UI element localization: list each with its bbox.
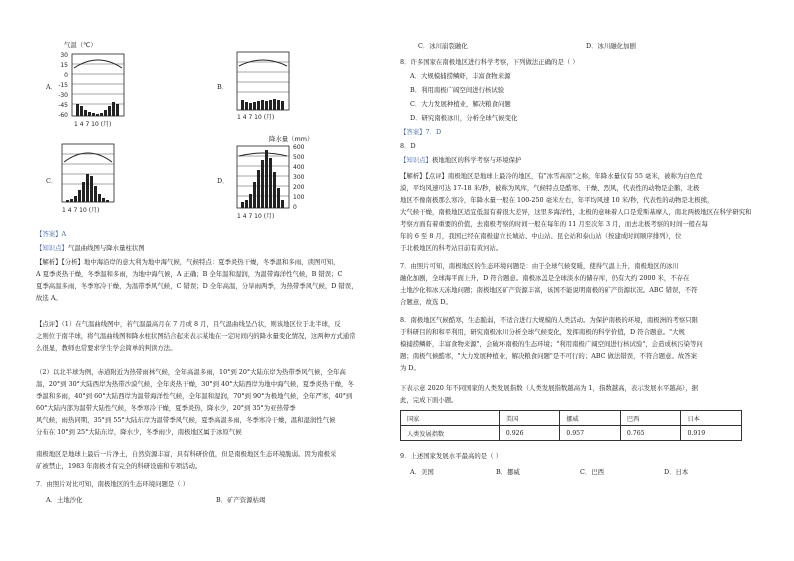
table-header-cell: 巴西 xyxy=(620,411,681,426)
chart-d-ylabel: 降水量（mm） xyxy=(269,135,314,143)
table-header-cell: 挪威 xyxy=(560,411,621,426)
table-header-cell: 国家 xyxy=(401,411,500,426)
knowledge-line xyxy=(400,156,521,164)
knowledge-tag: 【知识点】 xyxy=(400,156,432,164)
q8-option-a[interactable]: A．大规模捕捞鳞虾，丰富食物来源 xyxy=(410,72,511,80)
q8-option-d[interactable]: D．研究南极冰川，分析全球气候变化 xyxy=(410,114,518,122)
knowledge-line xyxy=(36,244,145,252)
chart-d-ytick: 500 xyxy=(293,154,305,161)
answer-label: 【答案】A xyxy=(36,230,67,238)
supplement-line: （2）以北半球为例，赤道附近为热带雨林气候，全年高温多雨，10°到 20°大陆东岸为热带季风气候，全年高 xyxy=(36,368,346,376)
chart-d-ytick: 100 xyxy=(293,194,305,201)
q8-option-c[interactable]: C．大力发展种植业，解决粮食问题 xyxy=(410,100,511,108)
chart-a-ytick: -45 xyxy=(58,102,68,109)
table-cell: 0.957 xyxy=(560,426,621,441)
analysis-line: 故选 A。 xyxy=(36,294,62,302)
q9-option-c[interactable]: C．巴西 xyxy=(580,468,605,476)
question-7: 7．由照片对比可知，南极地区的生态环境问题是（ ） xyxy=(36,480,190,488)
chart-a-label: A． xyxy=(46,83,58,91)
chart-d xyxy=(211,130,346,228)
intro-line: 南极地区是地球上最后一片净土，自然资源丰富，具有科研价值，但是南极地区生态环境脆弱。因为南极采 xyxy=(36,450,337,458)
analysis-line: 年的 6 至 8 月，我国已经在南极建立长城站、中山站、昆仑站和泰山站（按建成时间顺序排列），位 xyxy=(400,232,682,240)
chart-b-label: B． xyxy=(217,83,229,91)
analysis-line: 考察方面有着重要的价值，去南极考察的时间一般在每年的 11 月至次年 3 月，而去北极考察的时间一般在每 xyxy=(400,220,708,228)
analysis-line: 【解析】【分析】地中海沿岸的意大利为地中海气候，气候特点：夏季炎热干燥，冬季温和多雨，读图可知， xyxy=(36,258,340,266)
supplement-line: 分布在 10°到 25°大陆东岸，降水少，冬季雨少，南极地区属于冰原气候 xyxy=(36,428,242,436)
left-column xyxy=(36,0,396,561)
knowledge-text: 气温曲线图与降水量柱状图 xyxy=(67,244,145,252)
hdi-table xyxy=(400,410,742,441)
q7-explain-line: 合题意，故选 D。 xyxy=(400,298,452,306)
chart-a-ylabel: 气温（℃） xyxy=(64,41,97,49)
chart-d-ytick: 300 xyxy=(293,174,305,181)
chart-b-xticks: 1 4 7 10 (月) xyxy=(237,114,275,121)
chart-a-ytick: 0 xyxy=(64,72,68,79)
knowledge-text: 极地地区的科学考察与环境保护 xyxy=(431,156,522,164)
chart-a-ytick: 15 xyxy=(60,62,68,69)
supplement-line: 温，20°到 30°大陆西岸为热带沙漠气候，全年炎热干燥，30°到 40°大陆西岸为地中海气候，夏季炎热干燥，冬 xyxy=(36,380,354,388)
q7-option-b[interactable]: B．矿产资源枯竭 xyxy=(216,496,266,504)
analysis-line: 地区不像南极那么寒冷，年降水量一般在 100-250 毫米左右，年平均风速 10 米/秒，代表性的动物是北极熊， xyxy=(400,196,714,204)
q7-explain-line: 土地沙化和冰天冻地问题；南极地区矿产资源丰富，该国不能说明南极的矿产资源状况。ABC 错误，不符 xyxy=(400,286,698,294)
q8-explain-line: 于科研目的和和平利用，研究南极冰川分析全球气候变化，发挥南极的科学价值，D 符合题意。"大规 xyxy=(400,328,685,336)
chart-a-xticks: 1 4 7 10 (月) xyxy=(74,121,112,128)
intro-line: 矿被禁止，1983 年南极才有完全的科研设施和专项活动。 xyxy=(36,462,202,470)
q7-explain-line: 7．由照片可知，南极地区的生态环境问题是：由于全球气候变暖，使得气温上升，南极地区的冰川 xyxy=(400,262,679,270)
chart-a-ytick: -30 xyxy=(58,92,68,99)
analysis-line: 大气候干燥，南极地区适宜低温有着很大差异，这里多海洋性，北极的意味着人口是爱斯基摩人，南北两极地区在科学研究和 xyxy=(400,208,752,216)
right-column xyxy=(400,0,760,561)
comment-line: 么很显，教师也常要求学生学会简单的判读方法。 xyxy=(36,344,177,352)
q8-explain-line: 模捕捞鳞虾，丰富食物来源"，会破坏南极的生态环境；"利用南极广阔空间进行核试验"，会造成核污染等问 xyxy=(400,340,703,348)
chart-a xyxy=(36,40,166,140)
q7-option-d[interactable]: D．冰川融化加剧 xyxy=(586,42,636,50)
analysis-line: 于北极地区的科考站目前有黄河站。 xyxy=(400,244,503,252)
table-cell: 0.919 xyxy=(681,426,742,441)
chart-d-ytick: 600 xyxy=(293,144,305,151)
q8-explain-line: 8．南极地区气候酷寒，生态脆弱，不适合进行大规模的人类活动。为保护南极的环境，南极洲的考察只限 xyxy=(400,316,699,324)
answer-8: 8．D xyxy=(400,142,416,150)
question-9: 9．上述国家发展水平最高的是（ ） xyxy=(400,452,502,460)
q7-option-a[interactable]: A．土地沙化 xyxy=(46,496,83,504)
chart-c-label: C． xyxy=(46,177,58,185)
chart-a-ytick: -60 xyxy=(58,112,68,119)
comment-line: 【点评】（1）在气温曲线图中，若气温最高月在 7 月或 8 月，且气温曲线呈凸状，则该地区位于北半球，反 xyxy=(36,320,341,328)
table-header-row xyxy=(401,411,742,426)
table-cell: 0.765 xyxy=(620,426,681,441)
table-cell: 0.926 xyxy=(499,426,560,441)
chart-c xyxy=(36,140,166,222)
knowledge-tag: 【知识点】 xyxy=(36,244,68,252)
supplement-line: 风气候，雨热同期，35°到 55°大陆东岸为温带季风气候，夏季高温多雨，冬季寒冷干燥，温和湿润性气候 xyxy=(36,416,336,424)
analysis-line: 【解析】【点评】南极地区是地球上最冷的地区，有"冰雪高原"之称，年降水量仅有 55 毫米，被称为白色荒 xyxy=(400,172,703,180)
supplement-line: 季温和多雨，40°到 60°大陆西岸为温带海洋性气候，全年温和湿润，70°到 90°为极地气候，全年严寒，40°到 xyxy=(36,392,353,400)
supplement-line: 60°大陆内部为温带大陆性气候，冬季寒冷干燥，夏季炎热，降水少，20°到 35°为亚热带季 xyxy=(36,404,296,412)
analysis-line: 夏季高温多雨，冬季寒冷干燥，为温带季风气候，C 错误；D 全年高温，分旱雨两季，为热带季风气候，D 错误， xyxy=(36,282,358,290)
q8-explain-line: 为 D。 xyxy=(400,364,420,372)
analysis-line: A 夏季炎热干燥，冬季温和多雨，为地中海气候，A 正确；B 全年温和湿润，为温带海洋性气候，B 错误；C xyxy=(36,270,343,278)
chart-d-ytick: 0 xyxy=(293,204,297,211)
chart-d-ytick: 200 xyxy=(293,184,305,191)
chart-a-ytick: -15 xyxy=(58,82,68,89)
table-intro-line: 此，完成下面小题。 xyxy=(400,396,458,404)
chart-d-ytick: 400 xyxy=(293,164,305,171)
chart-d-label: D． xyxy=(217,177,229,185)
chart-d-xticks: 1 4 7 10 (月) xyxy=(237,213,275,220)
table-intro-line: 下表示意 2020 年不同国家的人类发展指数（人类发展指数越高为 1，指数越高，表示发展水平越高），据 xyxy=(400,384,699,392)
chart-a-ytick: 30 xyxy=(60,52,68,59)
q9-option-a[interactable]: A．美国 xyxy=(410,468,434,476)
chart-c-xticks: 1 4 7 10 (月) xyxy=(62,207,100,214)
q8-option-b[interactable]: B．利用南极广阔空间进行核试验 xyxy=(410,86,505,94)
q7-explain-line: 融化加剧，全球海平面上升，D 符合题意。南极冰盖是全球淡水的储存库，仍有大约 2000 米，不存在 xyxy=(400,274,690,282)
table-row xyxy=(401,426,742,441)
analysis-line: 漠，平均风速可达 17-18 米/秒，被称为风库，气候特点是酷寒、干燥、烈风，代表性的动物是企鹅，北极 xyxy=(400,184,700,192)
comment-line: 之则位于南半球，将气温曲线图和降水柱状图结合起来表示某地在一定时间内的降水量变化情况，这两种方式通常 xyxy=(36,332,356,340)
table-cell: 人类发展指数 xyxy=(401,426,500,441)
question-8: 8．许多国家在南极地区进行科学考察，下列做法正确的是（ ） xyxy=(400,58,579,66)
q7-option-c[interactable]: C．冰川崩裂融化 xyxy=(418,42,468,50)
chart-b xyxy=(211,48,331,138)
answer-label: 【答案】7．D xyxy=(400,128,442,136)
q8-explain-line: 题；南极气候酷寒，"大力发展种植业，解决粮食问题"是不可行的；ABC 做法错误，不符合题意。故答案 xyxy=(400,352,698,360)
q9-option-d[interactable]: D．日本 xyxy=(664,468,689,476)
table-header-cell: 日本 xyxy=(681,411,742,426)
q9-option-b[interactable]: B．挪威 xyxy=(496,468,520,476)
table-header-cell: 美国 xyxy=(499,411,560,426)
